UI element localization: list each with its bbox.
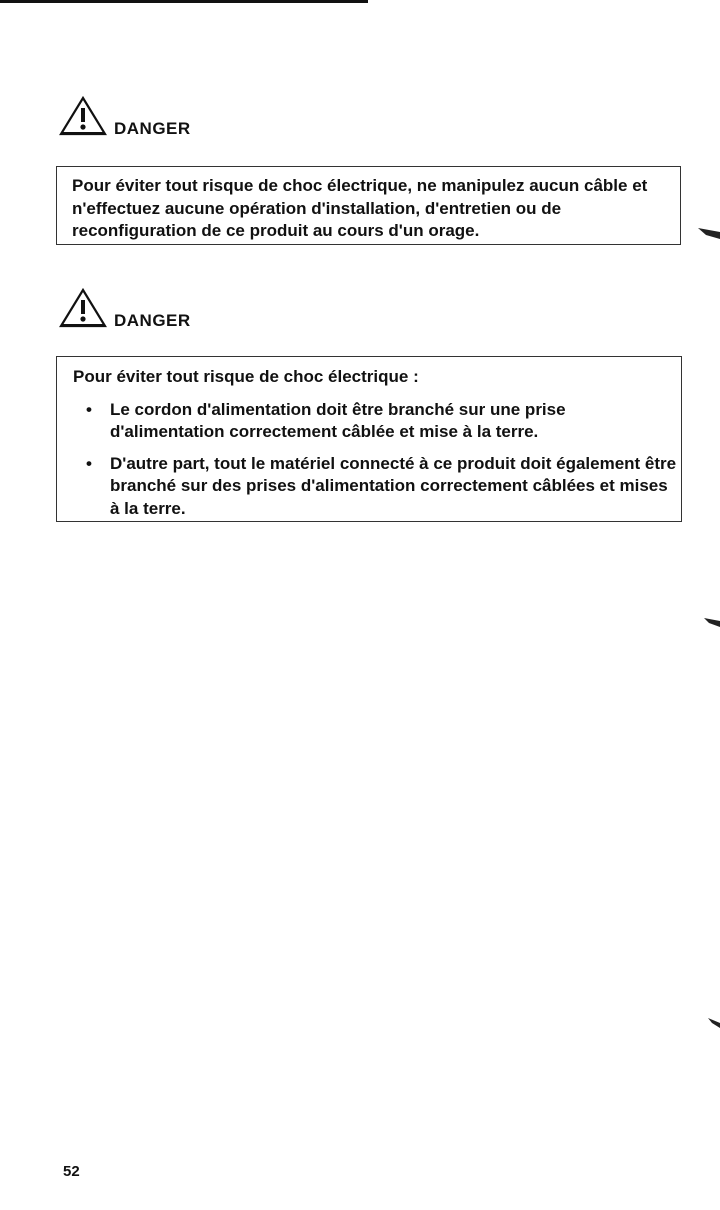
danger-label: DANGER [114,311,191,330]
danger-heading-1 [58,95,191,137]
list-item [73,453,681,521]
danger-notice-intro: Pour éviter tout risque de choc électrique : [73,367,419,386]
scan-edge-mark [698,226,720,240]
danger-heading-2 [58,287,191,329]
danger-label: DANGER [114,119,191,138]
bullet-icon: • [86,453,92,473]
warning-triangle-icon [58,95,108,137]
danger-bullet-list [73,399,681,521]
page-number: 52 [63,1163,80,1180]
danger-notice-box-1 [56,166,681,245]
top-rule [0,0,368,3]
bullet-text: D'autre part, tout le matériel connecté à ce produit doit également être branché sur des prises d'alimentation correctement câblées et mises à la terre. [110,453,677,518]
list-item [73,399,681,444]
bullet-icon: • [86,399,92,419]
danger-notice-box-2 [56,356,682,522]
bullet-text: Le cordon d'alimentation doit être branché sur une prise d'alimentation correctement câblée et mise à la terre. [110,399,566,441]
scan-edge-mark [704,616,720,628]
danger-notice-text: Pour éviter tout risque de choc électrique, ne manipulez aucun câble et n'effectuez aucune opération d'installation, d'entretien ou de reconfiguration de ce produit au cours d'un orage. [72,176,648,240]
warning-triangle-icon [58,287,108,329]
scan-edge-mark [708,1017,720,1029]
